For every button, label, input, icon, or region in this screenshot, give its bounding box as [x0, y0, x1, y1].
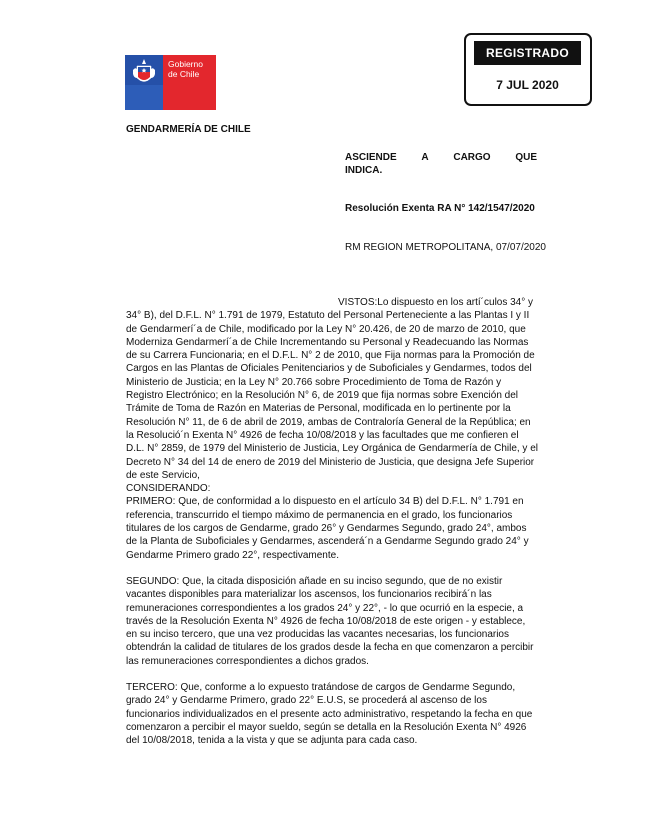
stamp-date: 7 JUL 2020 [496, 78, 559, 92]
logo-emblem [125, 55, 163, 110]
subject-line-1 [345, 151, 537, 164]
resolution-number: Resolución Exenta RA N° 142/1547/2020 [345, 203, 535, 214]
subject-word: QUE [515, 152, 537, 163]
segundo-paragraph: SEGUNDO: Que, la citada disposición añade en su inciso segundo, que de no existir vacantes disponibles para materializar los ascensos, los funcionarios recibirá´n las remuneraciones correspondientes a los grados 24° y 22°, - lo que ocurrió en la especie, a través de la Resolución Exenta N° 4926 de fecha 10/08/2018 de este origen - y establece, en su inciso tercero, que una vez producidas las vacantes necesarias, los funcionarios obtendrán la calidad de titulares de los grados desde la fecha en que comenzaron a percibir las remuneraciones correspondientes a dichos grados. [126, 575, 534, 667]
primero-paragraph: PRIMERO: Que, de conformidad a lo dispuesto en el artículo 34 B) del D.F.L. N° 1.791 en referencia, transcurrido el tiempo máximo de permanencia en el grado, los funcionarios titulares de los cargos de Gendarme, grado 26° y Gendarmes Segundo, grado 24°, ambos de la Planta de Suboficiales y Gendarmes, ascenderá´n a Gendarme Segundo grado 24° y Gendarme Primero grado 22°, respectivamente. [126, 496, 529, 561]
paragraph-spacer [126, 668, 538, 681]
tercero-paragraph: TERCERO: Que, conforme a lo expuesto tratándose de cargos de Gendarme Segundo, grado 24° y Gendarme Primero, grado 22° E.U.S, se procederá al ascenso de los funcionarios individualizados en el presente acto administrativo, respetando la fecha en que comenzaron a percibir el mayor sueldo, según se detalla en la Resolución Exenta N° 4926 del 10/08/2018, tenida a la vista y que se adjunta para cada caso. [126, 682, 533, 747]
stamp-label: REGISTRADO [474, 41, 581, 65]
subject-word: A [421, 152, 429, 163]
logo-line-2: de Chile [168, 69, 200, 79]
coat-of-arms-icon [131, 58, 157, 88]
subject-word: CARGO [453, 152, 491, 163]
vistos-paragraph: VISTOS:Lo dispuesto en los artí´culos 34° y 34° B), del D.F.L. N° 1.791 de 1979, Estatuto del Personal Perteneciente a las Plantas I y II de Gendarmerí´a de Chile, modificado por la Ley N° 20.426, de 20 de marzo de 2010, que Moderniza Gendarmerí´a de Chile Incrementando su Personal y Readecuando las Normas de su Carrera Funcionaria; en el D.F.L. N° 2 de 2010, que Fija normas para la Promoción de Cargos en las Plantas de Oficiales Penitenciarios y de Suboficiales y Gendarmes, todos del Ministerio de Justicia; en la Ley N° 20.766 sobre Procedimiento de Toma de Razón y Registro Electrónico; en la Resolución N° 6, de 2019 que fija normas sobre Exención del Trámite de Toma de Razón en Materias de Personal, modificada en lo pertinente por la Resolución N° 11, de 6 de abril de 2019, ambas de Contraloría General de la República; en la Resolució´n Exenta N° 4926 de fecha 10/08/2018 y las facultades que me confieren el D.L. N° 2859, de 1979 del Ministerio de Justicia, Ley Orgánica de Gendarmería de Chile, y el Decreto N° 34 del 14 de enero de 2019 del Ministerio de Justicia, que designa Jefe Superior de este Servicio, [126, 297, 538, 481]
organization-name: GENDARMERÍA DE CHILE [126, 124, 251, 135]
registration-stamp [464, 33, 592, 106]
paragraph-spacer [126, 562, 538, 575]
logo-blue-lower [125, 85, 163, 110]
subject-word: ASCIENDE [345, 152, 397, 163]
resolution-subject [345, 151, 537, 177]
place-and-date: RM REGION METROPOLITANA, 07/07/2020 [345, 242, 546, 253]
document-body [126, 296, 538, 748]
logo-line-1: Gobierno [168, 59, 203, 69]
gobierno-de-chile-logo [125, 55, 216, 110]
subject-line-2: INDICA. [345, 165, 383, 176]
logo-text-block [163, 55, 216, 110]
considerando-heading: CONSIDERANDO: [126, 483, 211, 495]
